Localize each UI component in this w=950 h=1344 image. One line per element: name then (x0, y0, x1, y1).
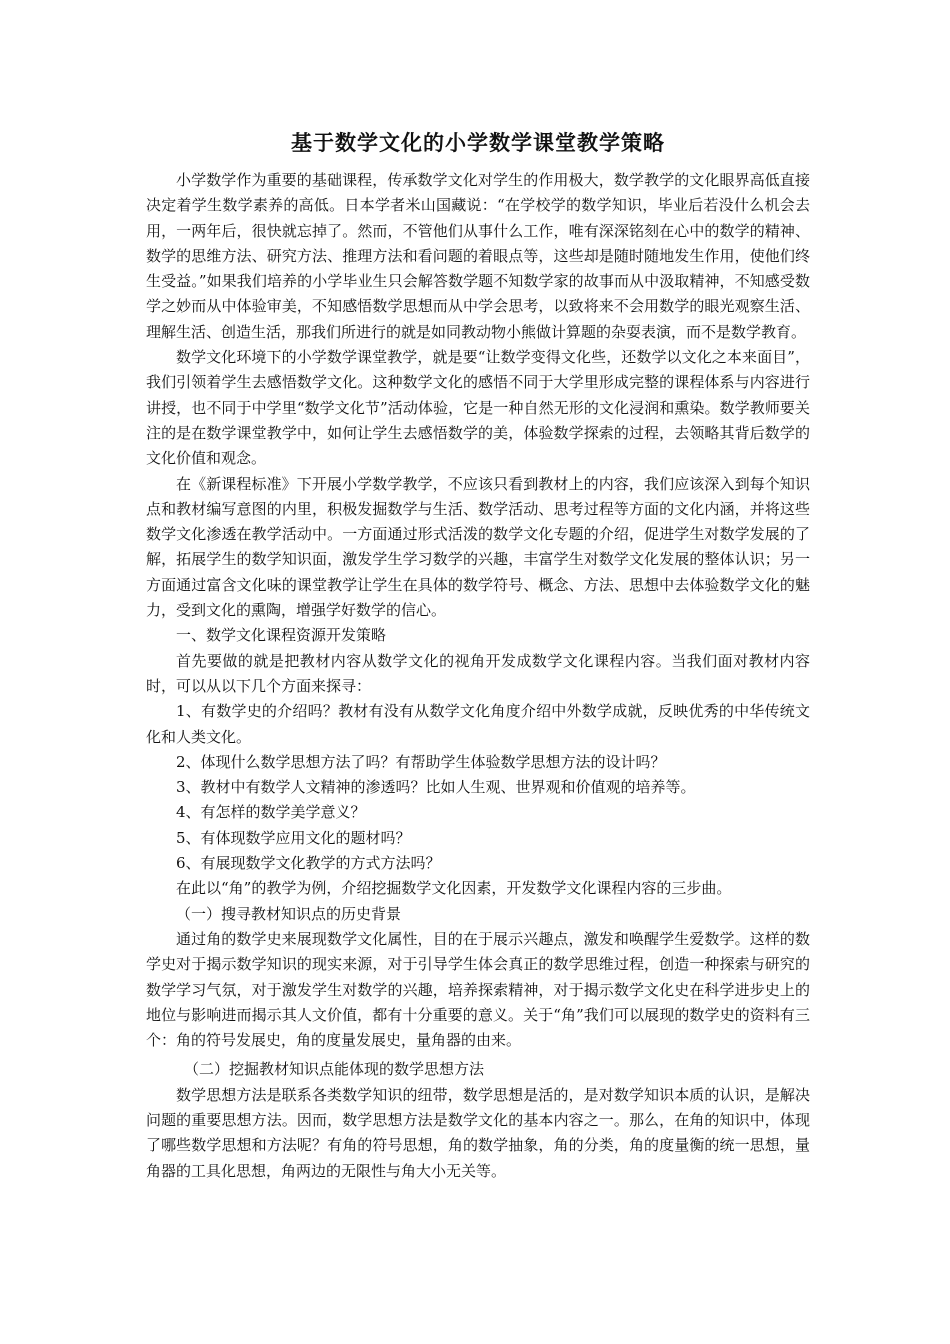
paragraph-approach: 首先要做的就是把教材内容从数学文化的视角开发成数学文化课程内容。当我们面对教材内容时，可以从以下几个方面来探寻： (146, 651, 810, 695)
paragraph-thinking-methods: 数学思想方法是联系各类数学知识的纽带，数学思想是活的，是对数学知识本质的认识，是解决问题的重要思想方法。因而，数学思想方法是数学文化的基本内容之一。那么，在角的知识中，体现了哪些数学思想和方法呢？有角的符号思想，角的数学抽象，角的分类，角的度量衡的统一思想，量角器的工具化思想，角两边的无限性与角大小无关等。 (146, 1085, 810, 1180)
document-title: 基于数学文化的小学数学课堂教学策略 (291, 131, 665, 155)
paragraph-history: 通过角的数学史来展现数学文化属性，目的在于展示兴趣点，激发和唤醒学生爱数学。这样的数学史对于揭示数学知识的现实来源，对于引导学生体会真正的数学思维过程，创造一种探索与研究的数学学习气氛，对于激发学生对数学的兴趣，培养探索精神，对于揭示数学文化史在科学进步史上的地位与影响进而揭示其人文价值，都有十分重要的意义。关于“角”我们可以展现的数学史的资料有三个：角的符号发展史，角的度量发展史，量角器的由来。 (146, 929, 810, 1050)
list-item-3: 3、教材中有数学人文精神的渗透吗？比如人生观、世界观和价值观的培养等。 (176, 778, 696, 797)
document-page (146, 128, 810, 1184)
list-item-5: 5、有体现数学应用文化的题材吗？ (176, 828, 411, 847)
list-item-1: 1、有数学史的介绍吗？教材有没有从数学文化角度介绍中外数学成就，反映优秀的中华传统文化和人类文化。 (146, 702, 810, 746)
list-item-6: 6、有展现数学文化教学的方式方法吗？ (176, 854, 441, 873)
subsection-heading-1: （一）搜寻教材知识点的历史背景 (176, 904, 402, 923)
section-heading-1: 一、数学文化课程资源开发策略 (176, 626, 387, 645)
paragraph-intro: 小学数学作为重要的基础课程，传承数学文化对学生的作用极大，数学教学的文化眼界高低直接决定着学生数学素养的高低。日本学者米山国藏说：“在学校学的数学知识，毕业后若没什么机会去用，一两年后，很快就忘掉了。然而，不管他们从事什么工作，唯有深深铭刻在心中的数学的精神、数学的思维方法、研究方法、推理方法和看问题的着眼点等，这些却是随时随地发生作用，使他们终生受益。”如果我们培养的小学毕业生只会解答数学题不知数学家的故事而从中汲取精神，不知感受数学之妙而从中体验审美，不知感悟数学思想而从中学会思考，以致将来不会用数学的眼光观察生活、理解生活、创造生活，那我们所进行的就是如同教动物小熊做计算题的杂耍表演，而不是数学教育。 (146, 171, 810, 341)
list-item-4: 4、有怎样的数学美学意义？ (176, 803, 366, 822)
subsection-heading-2: （二）挖掘教材知识点能体现的数学思想方法 (184, 1060, 485, 1079)
list-item-2: 2、体现什么数学思想方法了吗？有帮助学生体验数学思想方法的设计吗？ (176, 752, 666, 771)
paragraph-math-culture-environment: 数学文化环境下的小学数学课堂教学，就是要“让数学变得文化些，还数学以文化之本来面目”，我们引领着学生去感悟数学文化。这种数学文化的感悟不同于大学里形成完整的课程体系与内容进行讲授，也不同于中学里“数学文化节”活动体验，它是一种自然无形的文化浸润和熏染。数学教师要关注的是在数学课堂教学中，如何让学生去感悟数学的美，体验数学探索的过程，去领略其背后数学的文化价值和观念。 (146, 348, 810, 468)
paragraph-angle-example: 在此以“角”的教学为例，介绍挖掘数学文化因素，开发数学文化课程内容的三步曲。 (176, 879, 732, 898)
paragraph-new-curriculum: 在《新课程标准》下开展小学数学教学，不应该只看到教材上的内容，我们应该深入到每个知识点和教材编写意图的内里，积极发掘数学与生活、数学活动、思考过程等方面的文化内涵，并将这些数学文化渗透在教学活动中。一方面通过形式活泼的数学文化专题的介绍，促进学生对数学发展的了解，拓展学生的数学知识面，激发学生学习数学的兴趣，丰富学生对数学文化发展的整体认识；另一方面通过富含文化味的课堂教学让学生在具体的数学符号、概念、方法、思想中去体验数学文化的魅力，受到文化的熏陶，增强学好数学的信心。 (146, 474, 810, 620)
